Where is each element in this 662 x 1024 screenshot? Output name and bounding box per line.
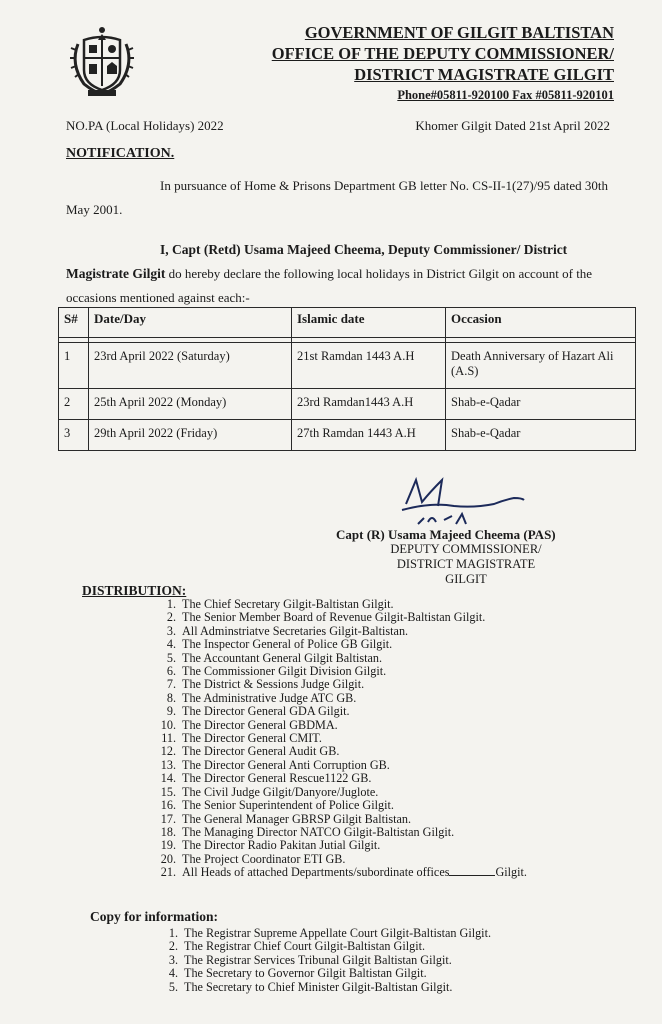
letterhead-government: GOVERNMENT OF GILGIT BALTISTAN xyxy=(304,23,614,42)
list-item-number: 10. xyxy=(160,717,176,732)
list-item-number: 4. xyxy=(166,637,176,652)
cell-islamic-date: 27th Ramdan 1443 A.H xyxy=(292,420,446,451)
list-item-suffix: Gilgit. xyxy=(495,865,527,880)
list-item xyxy=(150,678,527,691)
list-item xyxy=(150,732,527,745)
cell-islamic-date: 23rd Ramdan1443 A.H xyxy=(292,389,446,420)
list-item-number: 8. xyxy=(166,690,176,705)
list-item-text: The Registrar Supreme Appellate Court Gilgit-Baltistan Gilgit. xyxy=(184,926,492,940)
table-row xyxy=(59,343,636,389)
government-emblem-icon xyxy=(62,20,142,100)
cell-sno: 2 xyxy=(59,389,89,420)
signatory-place: GILGIT xyxy=(445,572,487,586)
signatory-block xyxy=(336,527,596,587)
header-islamic-date: Islamic date xyxy=(292,308,446,338)
cell-date: 23rd April 2022 (Saturday) xyxy=(89,343,292,389)
list-item-text: The Director General Anti Corruption GB. xyxy=(182,757,390,772)
cell-occasion: Death Anniversary of Hazart Ali (A.S) xyxy=(446,343,636,389)
copy-heading: Copy for information: xyxy=(90,909,218,924)
list-item xyxy=(150,772,527,785)
list-item xyxy=(150,665,527,678)
list-item-number: 12. xyxy=(160,744,176,759)
list-item xyxy=(150,705,527,718)
list-item-text: The Secretary to Governor Gilgit Baltistan Gilgit. xyxy=(184,966,427,981)
list-item-text: The Project Coordinator ETI GB. xyxy=(182,851,346,866)
list-item xyxy=(150,786,527,799)
list-item-text: The Director General Audit GB. xyxy=(182,744,340,759)
list-item xyxy=(150,799,527,812)
list-item xyxy=(150,759,527,772)
cell-occasion: Shab-e-Qadar xyxy=(446,389,636,420)
letterhead-district: DISTRICT MAGISTRATE GILGIT xyxy=(354,65,614,84)
reference-paragraph: In pursuance of Home & Prisons Department GB letter No. CS-II-1(27)/95 dated 30th May 2001. xyxy=(66,178,609,217)
header-sno: S# xyxy=(59,308,89,338)
letterhead-office: OFFICE OF THE DEPUTY COMMISSIONER/ xyxy=(271,44,614,63)
notification-heading: NOTIFICATION. xyxy=(66,146,175,161)
list-item-text: The Inspector General of Police GB Gilgit. xyxy=(182,637,393,652)
list-item-number: 2. xyxy=(166,610,176,625)
list-item xyxy=(150,625,527,638)
distribution-list xyxy=(150,598,527,880)
declaration-paragraph xyxy=(66,238,622,310)
table-row xyxy=(59,420,636,451)
copy-list xyxy=(158,927,491,994)
table-row xyxy=(59,389,636,420)
list-item-number: 5. xyxy=(166,650,176,665)
list-item-number: 13. xyxy=(160,757,176,772)
cell-occasion: Shab-e-Qadar xyxy=(446,420,636,451)
list-item-text: The Director General GDA Gilgit. xyxy=(182,704,350,719)
list-item xyxy=(158,940,491,953)
list-item-text: The Administrative Judge ATC GB. xyxy=(182,690,357,705)
list-item xyxy=(150,839,527,852)
list-item-number: 11. xyxy=(161,731,176,746)
list-item-number: 1. xyxy=(166,597,176,611)
list-item-text: The Senior Superintendent of Police Gilgit. xyxy=(182,798,394,813)
cell-date: 25th April 2022 (Monday) xyxy=(89,389,292,420)
list-item xyxy=(158,954,491,967)
list-item xyxy=(150,866,527,879)
list-item xyxy=(158,967,491,980)
list-item-number: 19. xyxy=(160,838,176,853)
list-item-number: 7. xyxy=(166,677,176,692)
list-item-number: 14. xyxy=(160,771,176,786)
list-item-number: 2. xyxy=(168,939,178,954)
signatory-designation-2: DISTRICT MAGISTRATE xyxy=(396,557,536,571)
list-item-text: The Chief Secretary Gilgit-Baltistan Gilgit. xyxy=(182,597,394,611)
cell-sno: 3 xyxy=(59,420,89,451)
list-item xyxy=(158,927,491,940)
list-item-text: The Director General CMIT. xyxy=(182,731,322,746)
list-item xyxy=(158,981,491,994)
holidays-table xyxy=(58,307,636,451)
list-item-text: The Accountant General Gilgit Baltistan. xyxy=(182,650,383,665)
list-item xyxy=(150,813,527,826)
list-item-number: 18. xyxy=(160,824,176,839)
list-item-number: 3. xyxy=(168,952,178,967)
list-item xyxy=(150,611,527,624)
list-item-text: The Senior Member Board of Revenue Gilgit-Baltistan Gilgit. xyxy=(182,610,486,625)
office-letterhead xyxy=(272,22,614,104)
list-item-number: 15. xyxy=(160,784,176,799)
list-item-text: The Registrar Services Tribunal Gilgit Baltistan Gilgit. xyxy=(184,952,452,967)
list-item xyxy=(150,638,527,651)
list-item-text: The Registrar Chief Court Gilgit-Baltistan Gilgit. xyxy=(184,939,426,954)
list-item-text: The General Manager GBRSP Gilgit Baltistan. xyxy=(182,811,412,826)
cell-date: 29th April 2022 (Friday) xyxy=(89,420,292,451)
header-date: Date/Day xyxy=(89,308,292,338)
list-item xyxy=(150,745,527,758)
list-item-text: The Director Radio Pakitan Jutial Gilgit. xyxy=(182,838,381,853)
signatory-designation: DEPUTY COMMISSIONER/ xyxy=(390,542,542,556)
list-item-number: 5. xyxy=(168,979,178,994)
list-item-number: 17. xyxy=(160,811,176,826)
declarant-name: I, Capt (Retd) Usama Majeed Cheema, Deputy Commissioner/ District Magistrate Gilgit xyxy=(66,242,568,281)
list-item xyxy=(150,853,527,866)
list-item-number: 21. xyxy=(160,865,176,880)
list-item-number: 16. xyxy=(160,798,176,813)
list-item xyxy=(150,692,527,705)
list-item-text: The Director General GBDMA. xyxy=(182,717,338,732)
cell-sno: 1 xyxy=(59,343,89,389)
list-item-text: The Secretary to Chief Minister Gilgit-Baltistan Gilgit. xyxy=(184,979,453,994)
list-item-text: All Heads of attached Departments/subordinate offices xyxy=(182,865,450,880)
letterhead-phone: Phone#05811-920100 Fax #05811-920101 xyxy=(397,88,614,102)
distribution-heading: DISTRIBUTION: xyxy=(82,583,187,598)
list-item-number: 6. xyxy=(166,664,176,679)
list-item-text: The Managing Director NATCO Gilgit-Baltistan Gilgit. xyxy=(182,824,455,839)
list-item-number: 1. xyxy=(168,926,178,940)
list-item xyxy=(150,598,527,611)
table-header-row xyxy=(59,308,636,338)
cell-islamic-date: 21st Ramdan 1443 A.H xyxy=(292,343,446,389)
signatory-name: Capt (R) Usama Majeed Cheema (PAS) xyxy=(336,527,556,542)
blank-line xyxy=(449,867,495,876)
list-item-text: The Civil Judge Gilgit/Danyore/Juglote. xyxy=(182,784,379,799)
list-item xyxy=(150,719,527,732)
list-item-number: 4. xyxy=(168,966,178,981)
list-item xyxy=(150,652,527,665)
list-item-text: All Adminstriatve Secretaries Gilgit-Baltistan. xyxy=(182,623,409,638)
list-item-number: 9. xyxy=(166,704,176,719)
letter-date: Khomer Gilgit Dated 21st April 2022 xyxy=(415,118,610,133)
list-item-number: 20. xyxy=(160,851,176,866)
list-item-text: The Commissioner Gilgit Division Gilgit. xyxy=(182,664,387,679)
list-item-number: 3. xyxy=(166,623,176,638)
declaration-text: do hereby declare the following local holidays in District Gilgit on account of the occasions mentioned against each:- xyxy=(66,266,593,305)
list-item-text: The District & Sessions Judge Gilgit. xyxy=(182,677,365,692)
header-occasion: Occasion xyxy=(446,308,636,338)
list-item xyxy=(150,826,527,839)
list-item-text: The Director General Rescue1122 GB. xyxy=(182,771,372,786)
reference-number: NO.PA (Local Holidays) 2022 xyxy=(66,118,224,133)
